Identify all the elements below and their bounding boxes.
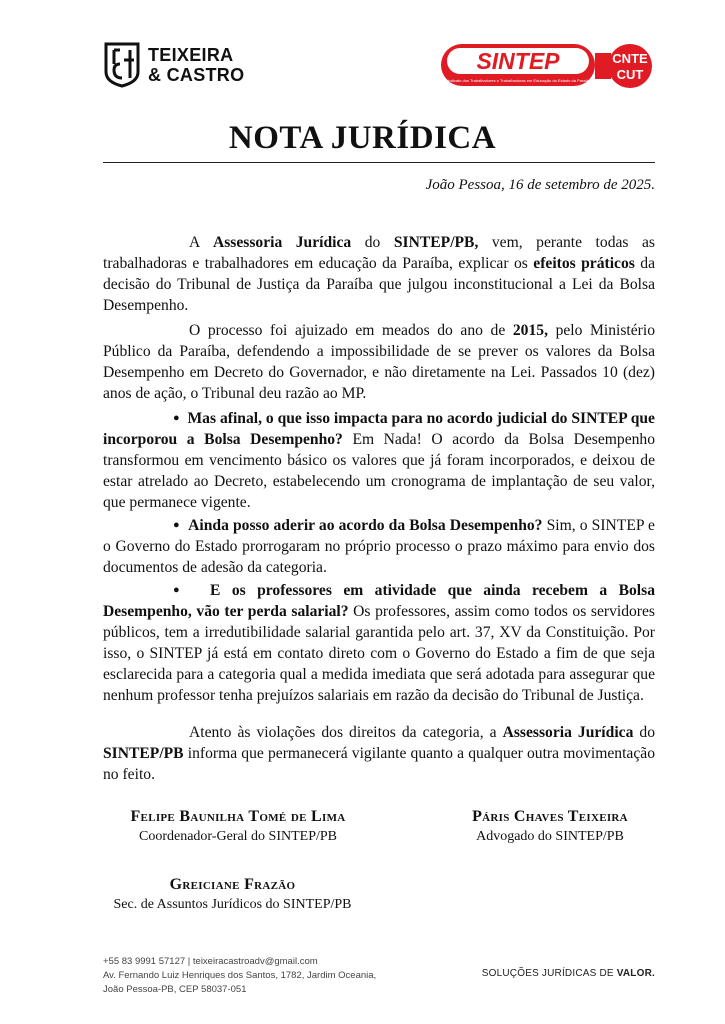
text-run: do — [351, 234, 394, 251]
bullet-answer: Sim, o SINTEP e o Governo do Estado prorrogaram no próprio processo o prazo máximo para envio dos documentos de adesão da categoria. — [103, 517, 655, 576]
text-run: vem, perante todas as trabalhadoras e trabalhadores em educação da Paraíba, explicar os — [103, 234, 655, 272]
footer-contact-block — [103, 955, 376, 997]
signatory-name: Greiciane Frazão — [169, 876, 296, 893]
bold-run: Assessoria Jurídica — [212, 234, 352, 251]
text-run: do — [633, 724, 655, 741]
bullet-question: Ainda posso aderir ao acordo da Bolsa Desempenho? — [188, 517, 543, 534]
bold-run: 2015, — [512, 322, 548, 339]
paragraph-closing — [103, 722, 655, 785]
firm-name-line1: TEIXEIRA — [148, 45, 234, 65]
signature-block-coordinator — [103, 808, 373, 845]
bold-run: SINTEP/PB, — [393, 234, 479, 251]
teixeira-castro-logo-icon — [103, 42, 141, 88]
footer-address-line2: João Pessoa-PB, CEP 58037-051 — [103, 984, 247, 995]
bullet-item-adherence — [103, 515, 655, 578]
cnte-logo-text: CNTE — [612, 51, 648, 66]
signatory-role: Sec. de Assuntos Jurídicos do SINTEP/PB — [113, 897, 352, 912]
bullet-marker-icon: ● — [173, 519, 180, 531]
footer-contact: +55 83 9991 57127 | teixeiracastroadv@gmail.com — [103, 956, 318, 967]
text-run: O processo foi ajuizado em meados do ano de — [189, 322, 513, 339]
title-divider — [103, 162, 655, 163]
paragraph-background — [103, 320, 655, 404]
signature-block-secretary — [100, 876, 365, 913]
sintep-logo-subtitle: Sindicato dos Trabalhadores e Trabalhadoras em Educação do Estado da Paraíba — [444, 78, 592, 83]
footer-address-line1: Av. Fernando Luiz Henriques dos Santos, 1782, Jardim Oceania, — [103, 970, 377, 981]
text-run: Atento às violações dos direitos da categoria, a — [189, 724, 503, 741]
bullet-item-salary — [103, 580, 655, 706]
text-run: informa que permanecerá vigilante quanto a qualquer outra movimentação no feito. — [103, 745, 655, 783]
bold-run: Assessoria Jurídica — [502, 724, 634, 741]
footer-slogan — [482, 968, 655, 979]
document-title: NOTA JURÍDICA — [228, 120, 497, 156]
text-run: pelo Ministério Público da Paraíba, defendendo a impossibilidade de se prever os valores da Bolsa Desempenho em Decreto do Governador, e não diretamente na Lei. Passados 10 (dez) anos de ação, o Tribunal deu razão ao MP. — [103, 322, 655, 402]
paragraph-intro — [103, 232, 655, 316]
bullet-answer: Os professores, assim como todos os servidores públicos, tem a irredutibilidade salarial garantida pelo art. 37, XV da Constituição. Por isso, o SINTEP já está em contato direto com o Governo do Estado a fim de que seja esclarecida para a categoria qual a medida imediata que será adotada para assegurar que nenhum professor tenha prejuízos salariais em razão da decisão do Tribunal de Justiça. — [103, 603, 655, 704]
firm-name-line2: & CASTRO — [148, 65, 245, 85]
document-date: João Pessoa, 16 de setembro de 2025. — [425, 177, 655, 193]
signatory-role: Coordenador-Geral do SINTEP/PB — [138, 829, 338, 844]
signature-block-lawyer — [440, 808, 660, 845]
signatory-name: Felipe Baunilha Tomé de Lima — [130, 808, 346, 825]
bullet-marker-icon: ● — [173, 584, 188, 596]
slogan-bold: VALOR. — [616, 968, 655, 979]
sintep-cnte-cut-logo-icon — [440, 43, 662, 89]
sintep-logo-text: SINTEP — [476, 48, 560, 74]
bullet-item-impact — [103, 408, 655, 513]
bold-run: efeitos práticos — [533, 255, 635, 272]
bullet-marker-icon: ● — [173, 412, 180, 424]
cut-logo-text: CUT — [616, 67, 644, 82]
bullet-answer: Em Nada! O acordo da Bolsa Desempenho transformou em vencimento básico os valores que já foram incorporados, e deixou de estar atrelado ao Decreto, estabelecendo um cronograma de implantação de seu valor, que permanece vigente. — [103, 431, 656, 511]
signatory-role: Advogado do SINTEP/PB — [476, 829, 624, 844]
text-run: A — [189, 234, 213, 251]
slogan-prefix: SOLUÇÕES JURÍDICAS DE — [481, 968, 617, 979]
text-run: da decisão do Tribunal de Justiça da Paraíba que julgou inconstitucional a Lei da Bolsa Desempenho. — [103, 255, 655, 314]
bullet-question: E os professores em atividade que ainda recebem a Bolsa Desempenho, vão ter perda salarial? — [103, 582, 655, 620]
firm-name — [148, 45, 244, 85]
bold-run: SINTEP/PB — [103, 745, 184, 762]
bullet-question: Mas afinal, o que isso impacta para no acordo judicial do SINTEP que incorporou a Bolsa Desempenho? — [103, 410, 655, 448]
signatory-name: Páris Chaves Teixeira — [472, 808, 628, 825]
